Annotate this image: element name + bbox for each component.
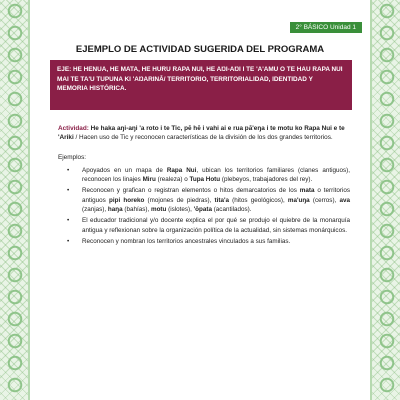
item-text: Apoyados en un mapa de — [82, 167, 167, 174]
item-term: motu — [150, 206, 167, 214]
examples-list — [58, 166, 350, 248]
unit-badge: 2° BÁSICO Unidad 1 — [290, 22, 362, 33]
item-term: Miru — [142, 176, 156, 184]
item-text: (bahías), — [122, 206, 151, 214]
item-term: mata — [299, 187, 315, 195]
item-text: Reconocen y nombran los territorios ancestrales vinculados a sus familias. — [82, 237, 291, 245]
activity-label: Actividad: — [58, 125, 89, 132]
activity-description: / Hacen uso de Tic y reconocen características de la división de los dos grandes territorios. — [73, 134, 333, 142]
item-text: o territorios antiguos — [82, 187, 350, 204]
item-term: pipi horeko — [109, 196, 145, 204]
item-term: haŋa — [107, 206, 123, 214]
decorative-border-right — [370, 0, 400, 400]
item-text: Reconocen y grafican o registran elementos o hitos demarcatorios de los — [82, 187, 300, 195]
item-text: (islotes), — [166, 206, 194, 214]
item-text: (plebeyos, trabajadores del rey). — [220, 176, 313, 184]
item-term: ma'uŋa — [287, 196, 310, 204]
item-text: (cerros), — [309, 196, 340, 204]
activity-title: He haka aŋi-aŋi 'a roto i te Tic, pē hē i vahi ai e rua pā'eŋa i te motu ko Rapa Nui e te 'Ariki — [58, 125, 345, 142]
item-text: (mojones de piedras), — [144, 196, 215, 204]
list-item — [58, 237, 350, 246]
item-term: tita'a — [214, 196, 229, 204]
bullet: • — [67, 167, 70, 174]
bullet: • — [67, 187, 70, 195]
item-text: (hitos geológicos), — [228, 196, 288, 204]
item-text: (realeza) o — [155, 176, 190, 184]
item-text: , ubican los territorios familiares (clanes antiguos), reconocen los linajes — [82, 167, 350, 184]
activity-paragraph — [58, 124, 350, 142]
page-title: EJEMPLO DE ACTIVIDAD SUGERIDA DEL PROGRAMA — [75, 44, 325, 55]
item-text: (acantilados). — [211, 206, 252, 214]
bullet: • — [67, 217, 70, 225]
item-text: (zanjas), — [82, 206, 108, 214]
list-item — [58, 166, 350, 185]
list-item — [58, 216, 350, 235]
item-term: ava — [339, 196, 350, 204]
item-term: 'ōpata — [193, 206, 212, 214]
item-text: El educador tradicional y/o docente explica el por qué se produjo el quiebre de la monarquía antigua y reflexionan sobre la organización política de la actualidad, sin sistemas monárquicos. — [82, 217, 350, 234]
item-term: Rapa Nui — [166, 167, 197, 174]
examples-heading: Ejemplos: — [58, 154, 87, 161]
decorative-border-left — [0, 0, 30, 400]
eje-box: EJE: HE HENUA, HE MATA, HE HURU RAPA NUI, HE AŊI-AŊI I TE 'A'AMU O TE HAU RAPA NUI MAI TE TA'U TUPUNA KI 'AŊARINĀ/ TERRITORIO, TERRITORIALIDAD, IDENTIDAD Y MEMORIA HISTÓRICA. — [50, 60, 352, 110]
item-term: Tupa Hotu — [189, 176, 221, 184]
list-item — [58, 186, 350, 214]
bullet: • — [67, 237, 70, 245]
